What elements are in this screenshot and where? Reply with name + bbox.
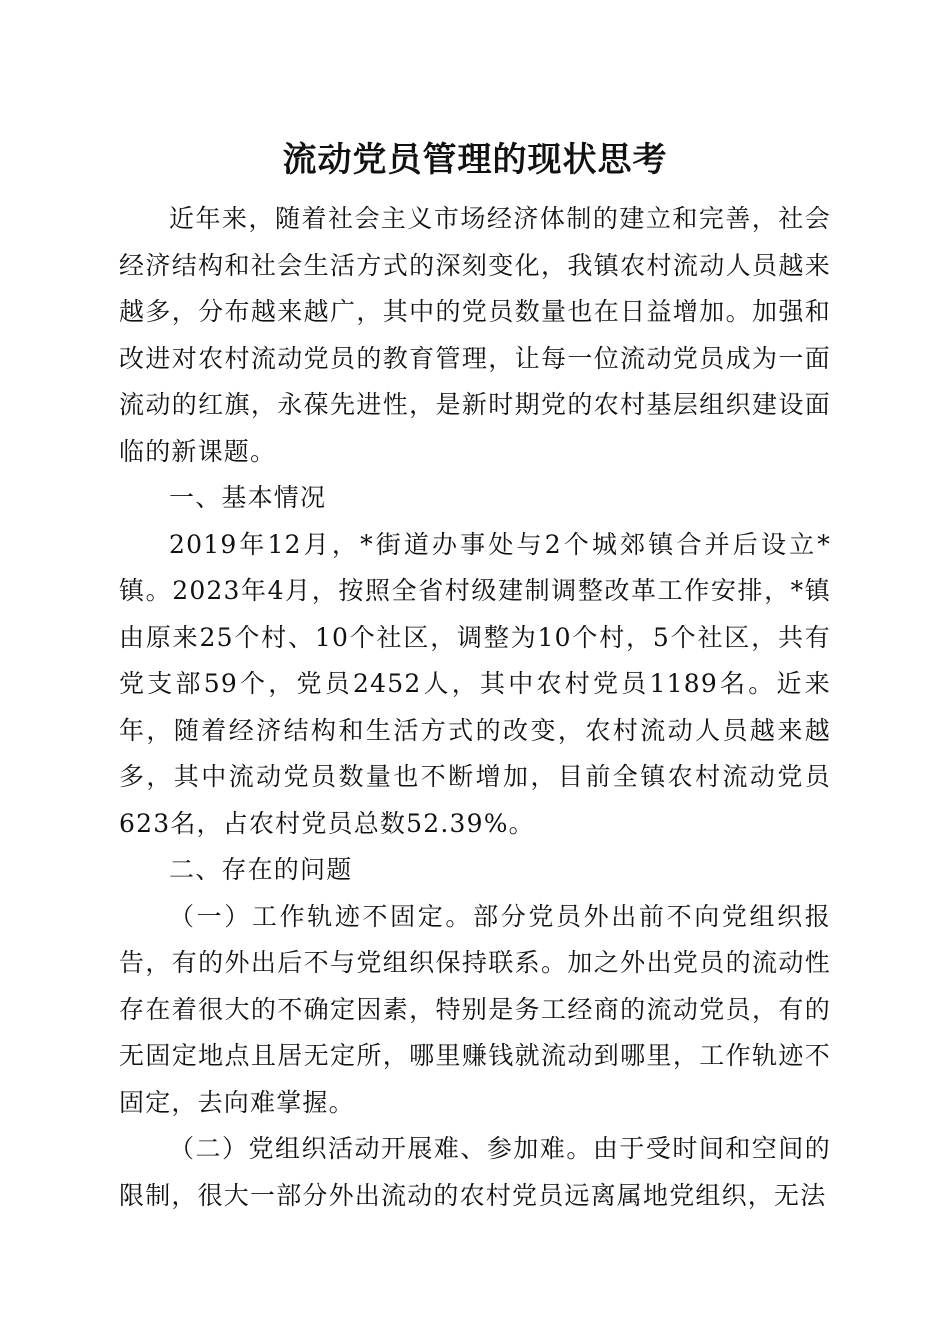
- document-body: [119, 196, 831, 1219]
- document-title: 流动党员管理的现状思考: [282, 140, 668, 180]
- problem-item-1-paragraph: [119, 894, 831, 1127]
- problem-item-2-paragraph: [119, 1126, 831, 1219]
- problem-item-1-lead: （一）工作轨迹不固定。: [169, 901, 474, 931]
- basic-situation-paragraph: 2019年12月，*街道办事处与2个城郊镇合并后设立*镇。2023年4月，按照全省村级建制调整改革工作安排，*镇由原来25个村、10个社区，调整为10个村，5个社区，共有党支部59个，党员2452人，其中农村党员1189名。近来年，随着经济结构和生活方式的改变，农村流动人员越来越多，其中流动党员数量也不断增加，目前全镇农村流动党员623名，占农村党员总数52.39%。: [119, 529, 831, 838]
- intro-paragraph: 近年来，随着社会主义市场经济体制的建立和完善，社会经济结构和社会生活方式的深刻变化，我镇农村流动人员越来越多，分布越来越广，其中的党员数量也在日益增加。加强和改进对农村流动党员的教育管理，让每一位流动党员成为一面流动的红旗，永葆先进性，是新时期党的农村基层组织建设面临的新课题。: [119, 204, 831, 466]
- problem-item-2-text: 由于受时间和空间的限制，很大一部分外出流动的农村党员远离属地党组织，无法: [119, 1134, 831, 1210]
- section-heading-problems: 二、存在的问题: [169, 855, 353, 884]
- section-heading-basic-situation: 一、基本情况: [169, 483, 327, 512]
- problem-item-1-text: 部分党员外出前不向党组织报告，有的外出后不与党组织保持联系。加之外出党员的流动性存在着很大的不确定因素，特别是务工经商的流动党员，有的无固定地点且居无定所，哪里赚钱就流动到哪里，工作轨迹不固定，去向难掌握。: [119, 901, 831, 1117]
- problem-item-2-lead: （二）党组织活动开展难、参加难。: [169, 1134, 593, 1163]
